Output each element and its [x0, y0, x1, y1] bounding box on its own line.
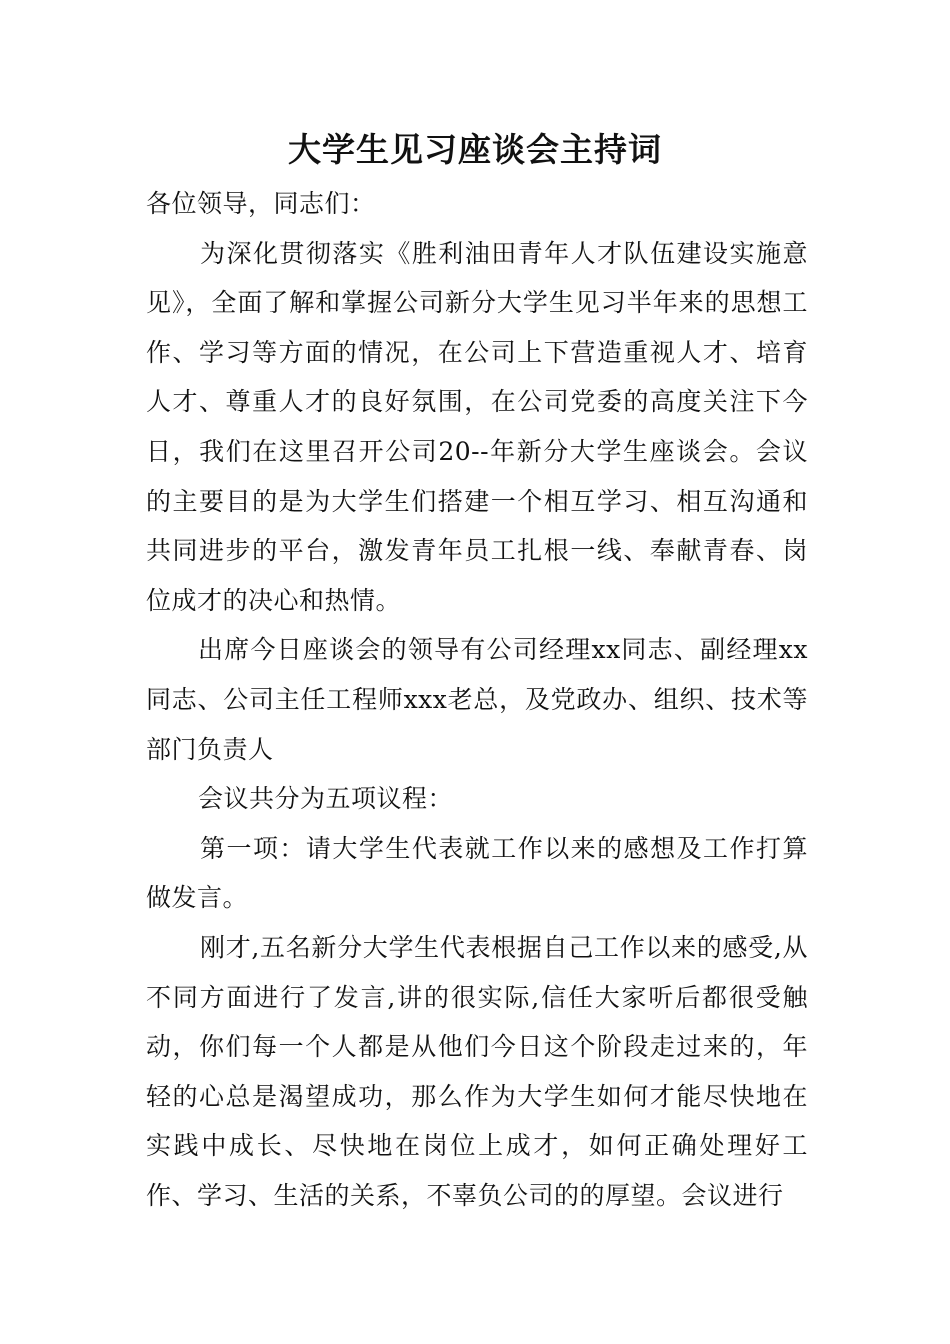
salutation: 各位领导，同志们：	[146, 189, 376, 218]
document-body	[146, 179, 808, 1220]
paragraph-agenda-intro: 会议共分为五项议程：	[198, 784, 454, 814]
paragraph-summary: 刚才,五名新分大学生代表根据自己工作以来的感受,从不同方面进行了发言,讲的很实际,信任大家听后都很受触动，你们每一个人都是从他们今日这个阶段走过来的，年轻的心总是渴望成功，那么作为大学生如何才能尽快地在实践中成长、尽快地在岗位上成才，如何正确处理好工作、学习、生活的关系，不辜负公司的的厚望。会议进行	[146, 932, 808, 1210]
document-title: 大学生见习座谈会主持词	[288, 130, 662, 169]
paragraph-intro: 为深化贯彻落实《胜利油田青年人才队伍建设实施意见》，全面了解和掌握公司新分大学生见习半年来的思想工作、学习等方面的情况，在公司上下营造重视人才、培育人才、尊重人才的良好氛围，在公司党委的高度关注下今日，我们在这里召开公司20--年新分大学生座谈会。会议的主要目的是为大学生们搭建一个相互学习、相互沟通和共同进步的平台，激发青年员工扎根一线、奉献青春、岗位成才的决心和热情。	[146, 238, 808, 615]
paragraph-agenda-item-1: 第一项：请大学生代表就工作以来的感想及工作打算做发言。	[146, 833, 808, 913]
paragraph-attendees: 出席今日座谈会的领导有公司经理xx同志、副经理xx同志、公司主任工程师xxx老总，及党政办、组织、技术等部门负责人	[146, 635, 808, 764]
